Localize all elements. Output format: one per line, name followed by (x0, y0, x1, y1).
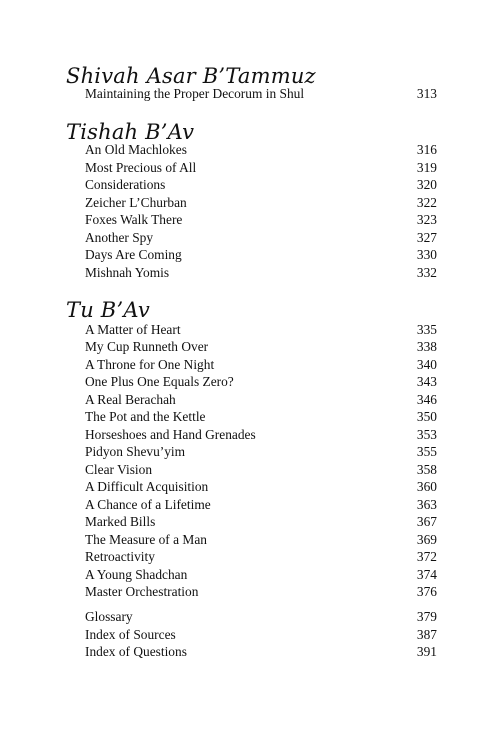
toc-entry-title: Considerations (85, 177, 166, 192)
toc-entry-page: 363 (416, 496, 437, 512)
toc-entry-title: Index of Sources (85, 626, 176, 642)
toc-entry-page: 387 (416, 626, 437, 642)
toc-entry[interactable] (85, 583, 437, 601)
toc-entry-title: Pidyon Shevu’yim (85, 444, 186, 459)
toc-entry-title: A Real Berachah (85, 391, 176, 407)
toc-entry-title: Marked Bills (85, 514, 156, 529)
toc-entry[interactable] (85, 426, 437, 444)
section-heading-tishah-bav: Tishah B’Av (66, 120, 195, 144)
toc-entry-page: 358 (416, 461, 437, 477)
toc-entry-page: 319 (416, 159, 437, 175)
toc-entry-page: 316 (416, 142, 437, 157)
toc-entry-title: Another Spy (85, 229, 154, 245)
toc-entry-glossary[interactable] (85, 608, 437, 626)
toc-entry[interactable] (85, 321, 437, 339)
toc-entry[interactable] (85, 85, 437, 103)
toc-entry-title: Glossary (85, 609, 133, 624)
toc-entry-page: 353 (416, 426, 437, 442)
toc-entry[interactable] (85, 566, 437, 584)
toc-entry-page: 346 (416, 391, 437, 407)
toc-entry[interactable] (85, 338, 437, 356)
toc-entry-title: An Old Machlokes (85, 142, 187, 157)
toc-entry-page: 376 (416, 584, 437, 599)
toc-entry-page: 367 (416, 514, 437, 529)
toc-entry-title: A Young Shadchan (85, 566, 188, 582)
toc-entry[interactable] (85, 373, 437, 391)
toc-entry[interactable] (85, 443, 437, 461)
toc-entry[interactable] (85, 211, 437, 229)
toc-entry[interactable] (85, 194, 437, 212)
section-heading-tu-bav: Tu B’Av (66, 298, 150, 322)
toc-entry-page: 320 (416, 177, 437, 192)
toc-entry-page: 372 (416, 549, 437, 564)
toc-entry[interactable] (85, 141, 437, 159)
toc-entry-index-of-sources[interactable] (85, 626, 437, 644)
toc-entry-page: 379 (416, 609, 437, 624)
toc-entry-title: A Matter of Heart (85, 321, 181, 337)
toc-entry-title: A Chance of a Lifetime (85, 496, 211, 512)
toc-entry[interactable] (85, 246, 437, 264)
toc-entry-page: 340 (416, 356, 437, 372)
section-heading-shivah-asar-btammuz: Shivah Asar B’Tammuz (66, 64, 316, 88)
toc-entry[interactable] (85, 264, 437, 282)
toc-entry-title: My Cup Runneth Over (85, 339, 209, 354)
toc-entry-title: Mishnah Yomis (85, 264, 170, 280)
toc-entry[interactable] (85, 408, 437, 426)
toc-entry-page: 313 (416, 86, 437, 101)
toc-entry-page: 343 (416, 374, 437, 389)
toc-entry[interactable] (85, 229, 437, 247)
toc-entry-page: 323 (416, 212, 437, 227)
toc-entry-title: Days Are Coming (85, 247, 182, 262)
toc-entry-title: Zeicher L’Churban (85, 194, 187, 210)
toc-entry-page: 330 (416, 247, 437, 262)
toc-entry-page: 335 (416, 321, 437, 337)
toc-entry-title: Clear Vision (85, 461, 153, 477)
toc-entry-page: 374 (416, 566, 437, 582)
toc-entry-page: 350 (416, 409, 437, 424)
toc-entry[interactable] (85, 356, 437, 374)
toc-entry[interactable] (85, 478, 437, 496)
toc-entry-title: Master Orchestration (85, 584, 199, 599)
toc-entry[interactable] (85, 548, 437, 566)
toc-entry-title: The Pot and the Kettle (85, 409, 206, 424)
toc-entry-title: Index of Questions (85, 644, 187, 659)
toc-entry-title: A Difficult Acquisition (85, 479, 209, 494)
toc-entry-page: 369 (416, 531, 437, 547)
toc-entry-page: 391 (416, 644, 437, 659)
toc-entry-title: Foxes Walk There (85, 212, 183, 227)
toc-entry[interactable] (85, 513, 437, 531)
toc-entry-title: Maintaining the Proper Decorum in Shul (85, 86, 305, 101)
toc-entry-title: One Plus One Equals Zero? (85, 374, 234, 389)
toc-entry-page: 322 (416, 194, 437, 210)
toc-entry[interactable] (85, 531, 437, 549)
toc-entry-page: 360 (416, 479, 437, 494)
toc-entry-page: 332 (416, 264, 437, 280)
toc-entry-title: A Throne for One Night (85, 356, 215, 372)
toc-entry-title: The Measure of a Man (85, 531, 207, 547)
toc-entry-index-of-questions[interactable] (85, 643, 437, 661)
toc-entry[interactable] (85, 461, 437, 479)
toc-entry-page: 355 (416, 444, 437, 459)
toc-entry-page: 338 (416, 339, 437, 354)
toc-entry-title: Horseshoes and Hand Grenades (85, 426, 256, 442)
toc-entry[interactable] (85, 176, 437, 194)
toc-entry[interactable] (85, 391, 437, 409)
toc-entry-title: Retroactivity (85, 549, 155, 564)
toc-entry-title: Most Precious of All (85, 159, 197, 175)
toc-entry[interactable] (85, 496, 437, 514)
toc-entry[interactable] (85, 159, 437, 177)
toc-entry-page: 327 (416, 229, 437, 245)
